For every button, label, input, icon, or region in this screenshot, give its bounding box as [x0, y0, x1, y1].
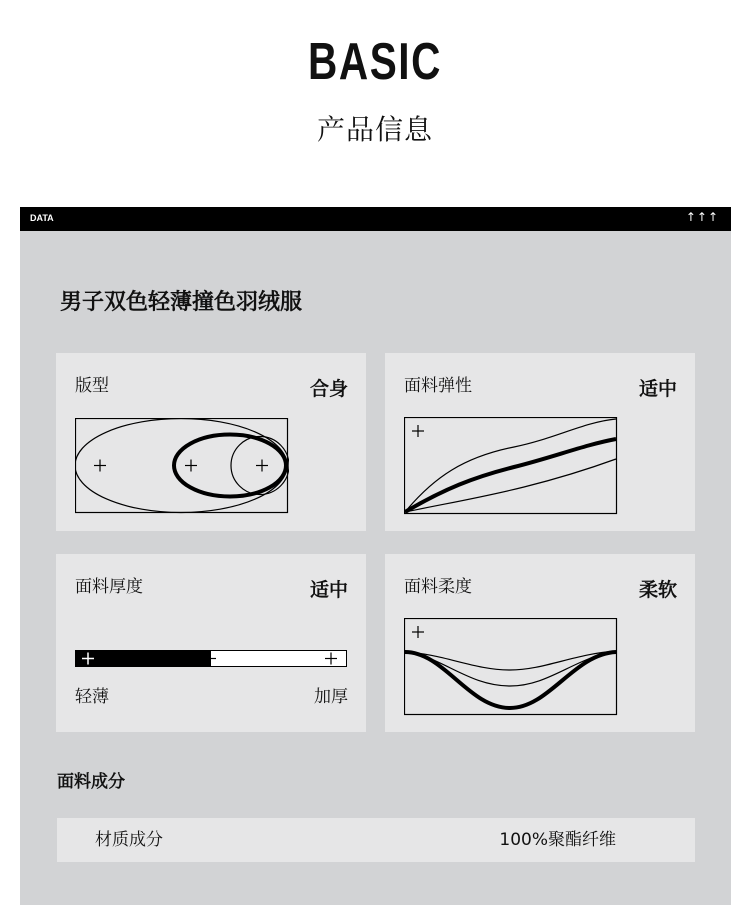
data-bar	[20, 207, 731, 231]
thickness-card	[56, 554, 366, 732]
composition-key: 材质成分	[95, 830, 163, 850]
thickness-fill	[76, 651, 212, 667]
composition-value: 100%聚酯纤维	[499, 830, 616, 850]
softness-label: 面料柔度	[404, 577, 472, 597]
elasticity-value: 适中	[638, 378, 677, 400]
softness-card	[385, 554, 695, 732]
softness-value: 柔软	[638, 579, 677, 601]
thickness-min-label: 轻薄	[75, 687, 109, 707]
fit-value: 合身	[309, 378, 348, 400]
thickness-slider	[75, 649, 349, 669]
composition-title: 面料成分	[57, 772, 125, 792]
elasticity-card	[385, 353, 695, 531]
thickness-max-label: 加厚	[314, 687, 348, 707]
page-subtitle: 产品信息	[316, 113, 433, 146]
fit-label: 版型	[75, 376, 109, 396]
fit-diagram	[75, 418, 289, 514]
thickness-value: 适中	[309, 579, 348, 601]
softness-diagram	[404, 618, 618, 716]
composition-row	[57, 818, 695, 862]
data-bar-label: DATA	[30, 213, 54, 223]
fit-card	[56, 353, 366, 531]
thickness-label: 面料厚度	[75, 577, 143, 597]
product-name: 男子双色轻薄撞色羽绒服	[60, 290, 303, 315]
info-panel	[20, 231, 731, 905]
elasticity-label: 面料弹性	[404, 376, 472, 396]
arrow-up-icon: ↑↑↑	[685, 210, 719, 224]
page-title: BASIC	[307, 33, 442, 91]
elasticity-diagram	[404, 417, 618, 515]
